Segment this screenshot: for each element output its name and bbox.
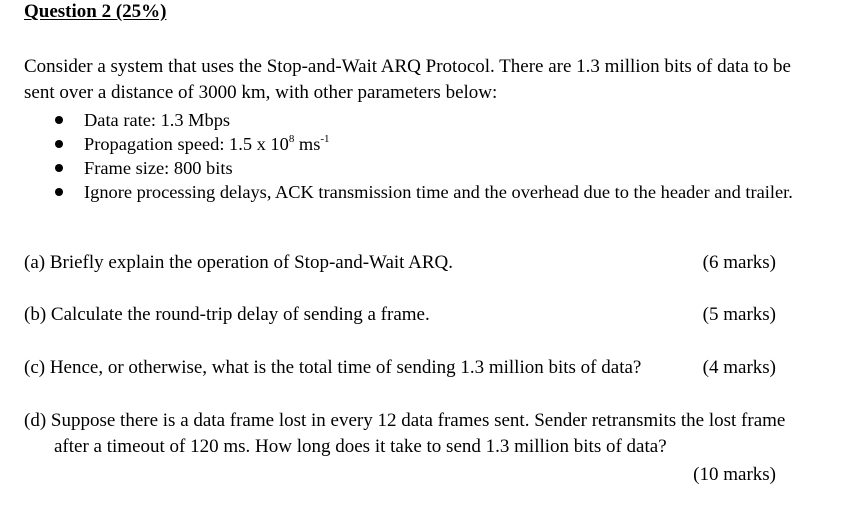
intro-paragraph: Consider a system that uses the Stop-and-Wait ARQ Protocol. There are 1.3 million bits of data to be sent over a distance of 3000 km, with other parameters below: (24, 56, 791, 103)
bullet-dot-icon (55, 188, 63, 196)
data-rate-text: Data rate: 1.3 Mbps (84, 110, 231, 130)
question-d-text: (d) Suppose there is a data frame lost in every 12 data frames sent. Sender retransmits the lost frame after a timeout of 120 ms. How long does it take to send 1.3 million bits of data? (24, 410, 786, 457)
propagation-unit-exponent: -1 (320, 133, 330, 145)
parameter-item-propagation-speed (24, 132, 804, 156)
parameter-item-frame-size (24, 156, 804, 180)
question-a (24, 250, 776, 276)
question-a-marks: (6 marks) (702, 252, 776, 273)
propagation-exponent: 8 (288, 133, 295, 145)
bullet-dot-icon (55, 164, 63, 172)
question-b (24, 302, 776, 328)
propagation-speed-text: Propagation speed: 1.5 x 10 (84, 134, 289, 154)
ignore-text: Ignore processing delays, ACK transmission time and the overhead due to the header and trailer. (84, 182, 793, 202)
question-heading: Question 2 (25%) (24, 1, 167, 22)
parameter-item-data-rate (24, 108, 804, 132)
question-c (24, 355, 776, 381)
propagation-unit: ms (294, 134, 321, 154)
question-b-marks: (5 marks) (702, 304, 776, 325)
question-d-marks: (10 marks) (693, 464, 776, 485)
question-c-text: (c) Hence, or otherwise, what is the total time of sending 1.3 million bits of data? (24, 357, 642, 378)
parameter-item-ignore (24, 180, 804, 204)
question-d (24, 408, 786, 485)
frame-size-text: Frame size: 800 bits (84, 158, 233, 178)
question-a-text: (a) Briefly explain the operation of Stop-and-Wait ARQ. (24, 252, 454, 273)
bullet-dot-icon (55, 116, 63, 124)
question-b-text: (b) Calculate the round-trip delay of sending a frame. (24, 304, 430, 325)
question-c-marks: (4 marks) (702, 357, 776, 378)
bullet-dot-icon (55, 140, 63, 148)
parameter-list (24, 108, 804, 204)
